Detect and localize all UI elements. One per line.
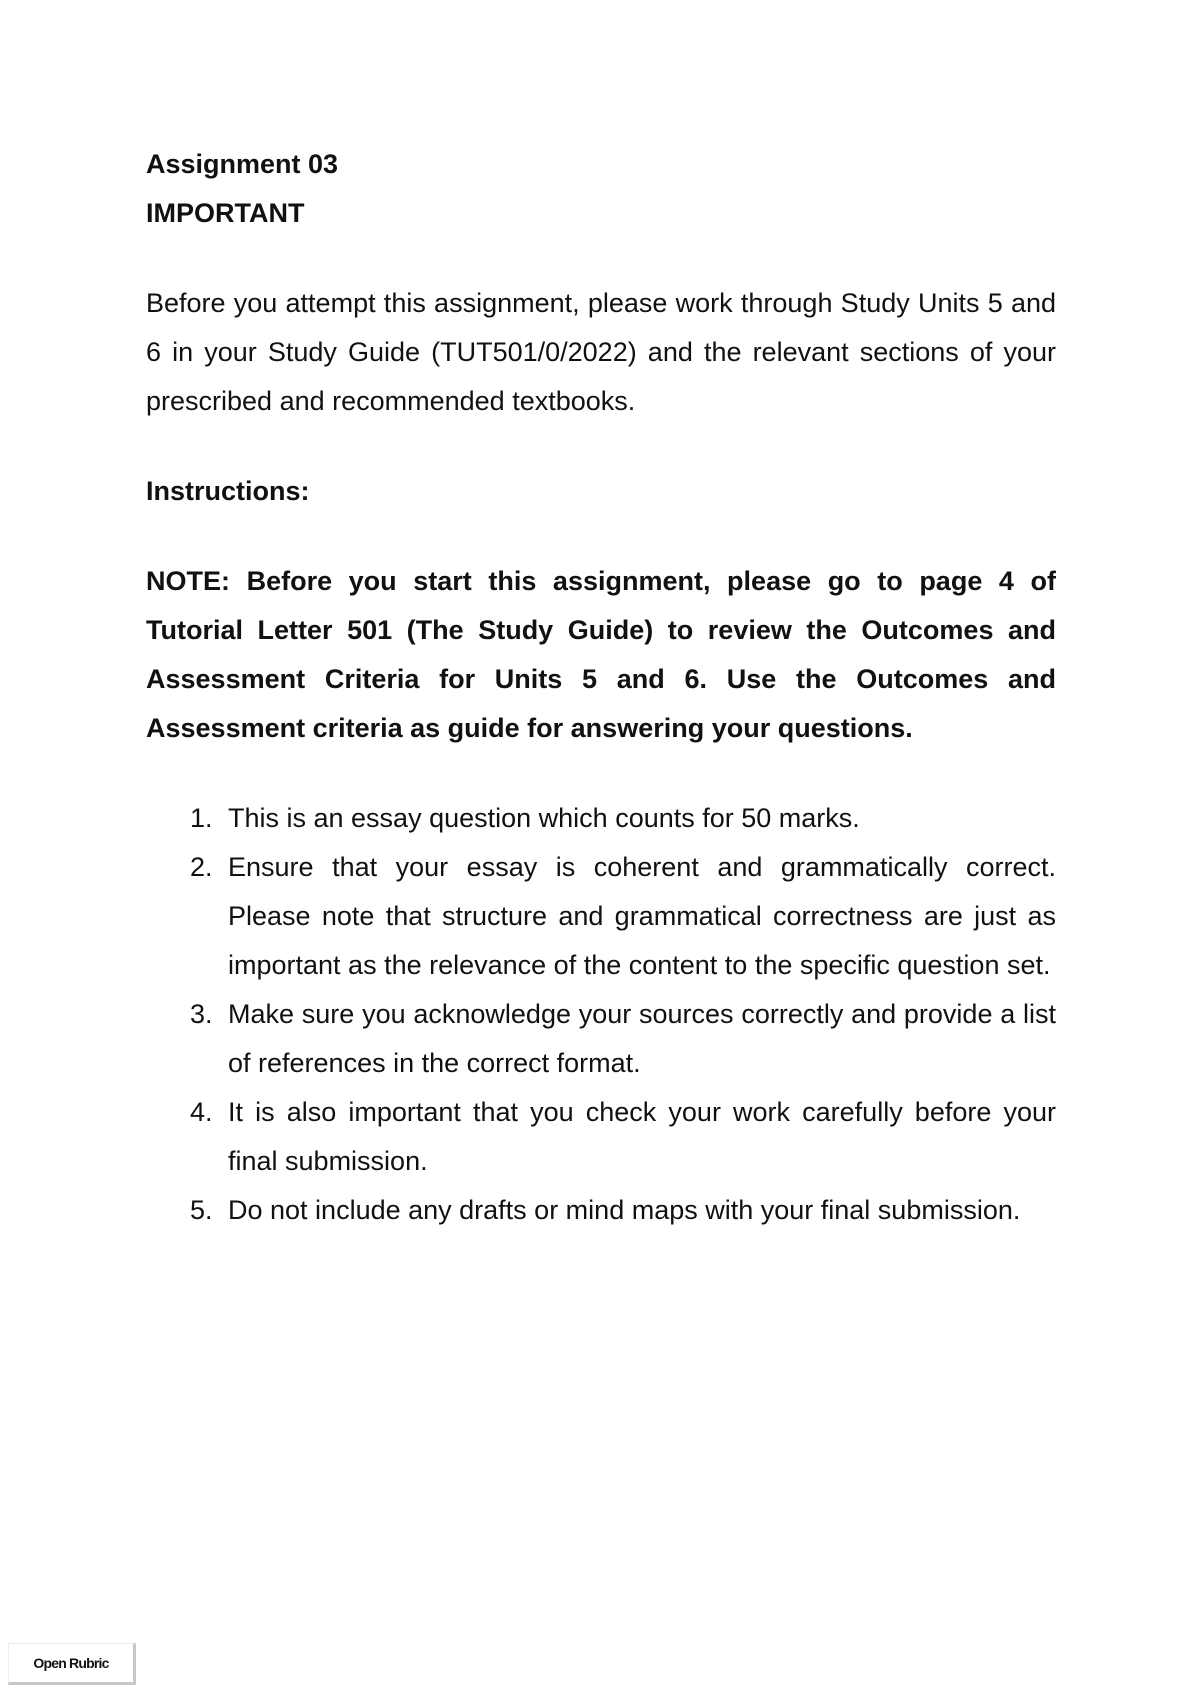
intro-paragraph: Before you attempt this assignment, please work through Study Units 5 and 6 in your Study Guide (TUT501/0/2022) and the relevant sections of your prescribed and recommended textbooks.	[146, 288, 1056, 416]
open-rubric-button[interactable]	[8, 1643, 136, 1685]
list-item	[190, 843, 1056, 990]
list-item	[190, 1088, 1056, 1186]
list-item	[190, 990, 1056, 1088]
assignment-title: Assignment 03	[146, 149, 339, 179]
list-item-text: Make sure you acknowledge your sources correctly and provide a list of references in the correct format.	[228, 999, 1056, 1078]
list-item-text: This is an essay question which counts for 50 marks.	[228, 803, 860, 833]
list-item-text: Do not include any drafts or mind maps with your final submission.	[228, 1195, 1021, 1225]
document-page	[146, 140, 1056, 1235]
instructions-heading: Instructions:	[146, 476, 310, 506]
list-item	[190, 1186, 1056, 1235]
important-heading: IMPORTANT	[146, 198, 305, 228]
list-item-text: It is also important that you check your work carefully before your final submission.	[228, 1097, 1056, 1176]
list-item-number: 4.	[190, 1097, 213, 1127]
list-item-number: 3.	[190, 999, 213, 1029]
list-item	[190, 794, 1056, 843]
list-item-number: 1.	[190, 803, 213, 833]
note-paragraph: NOTE: Before you start this assignment, please go to page 4 of Tutorial Letter 501 (The Study Guide) to review the Outcomes and Assessment Criteria for Units 5 and 6. Use the Outcomes and Assessment criteria as guide for answering your questions.	[146, 566, 1056, 743]
list-item-number: 5.	[190, 1195, 213, 1225]
open-rubric-label: Open Rubric	[33, 1655, 109, 1671]
list-item-number: 2.	[190, 852, 213, 882]
list-item-text: Ensure that your essay is coherent and grammatically correct. Please note that structure and grammatical correctness are just as important as the relevance of the content to the specific question set.	[228, 852, 1056, 980]
instruction-list	[146, 794, 1056, 1235]
